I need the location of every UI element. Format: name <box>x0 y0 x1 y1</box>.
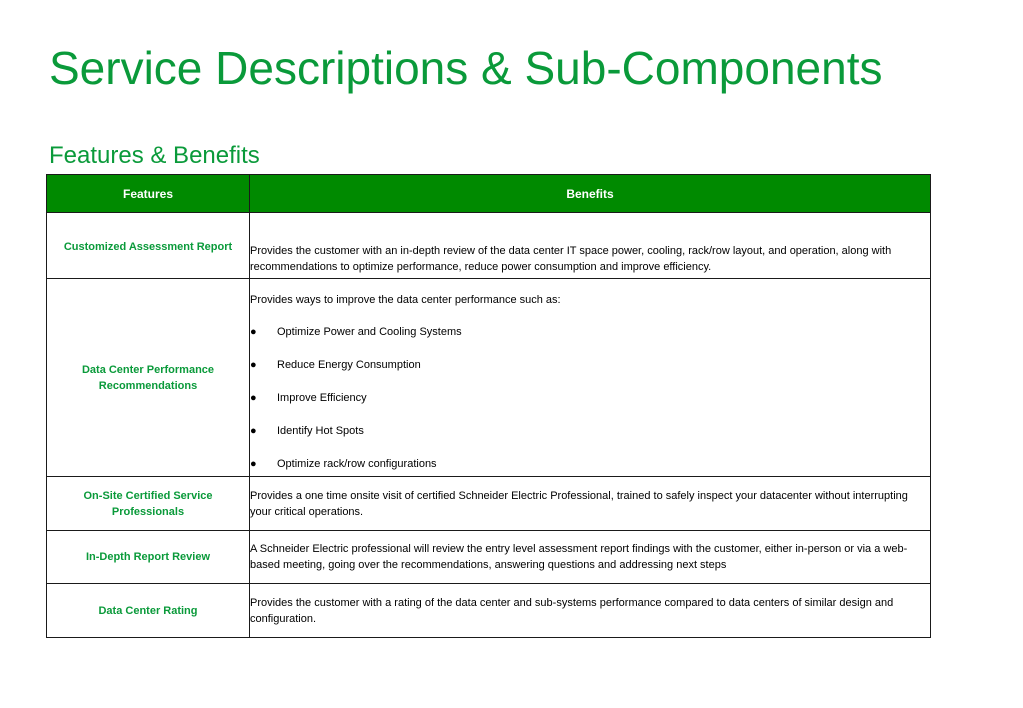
benefit-cell: Provides the customer with an in-depth review of the data center IT space power, cooling, rack/row layout, and operation, along with recommendations to optimize performance, reduce power consumption and improve efficiency. <box>250 213 931 279</box>
table-row <box>47 477 931 531</box>
table-row <box>47 279 931 477</box>
features-column-header: Features <box>47 175 250 213</box>
table-row <box>47 213 931 279</box>
list-item-text: Identify Hot Spots <box>277 425 364 437</box>
features-benefits-table <box>46 174 931 638</box>
table-row <box>47 531 931 584</box>
bullet-dot-icon: ● <box>250 392 257 404</box>
page-title: Service Descriptions & Sub-Components <box>49 42 883 94</box>
list-item-text: Improve Efficiency <box>277 392 367 404</box>
feature-cell: Customized Assessment Report <box>47 213 250 279</box>
table-row <box>47 584 931 638</box>
table-header-row <box>47 175 931 213</box>
benefit-intro: Provides ways to improve the data center performance such as: <box>250 294 561 306</box>
bullet-dot-icon: ● <box>250 458 257 470</box>
list-item-text: Reduce Energy Consumption <box>277 359 421 371</box>
benefit-cell: Provides a one time onsite visit of certified Schneider Electric Professional, trained to safely inspect your datacenter without interrupting your critical operations. <box>250 477 931 531</box>
benefit-bullet-list <box>250 324 930 472</box>
bullet-dot-icon: ● <box>250 359 257 371</box>
bullet-dot-icon: ● <box>250 425 257 437</box>
benefit-cell: Provides the customer with a rating of the data center and sub-systems performance compared to data centers of similar design and configuration. <box>250 584 931 638</box>
bullet-dot-icon: ● <box>250 326 257 338</box>
list-item <box>250 456 930 472</box>
list-item <box>250 357 930 373</box>
feature-cell: On-Site Certified Service Professionals <box>47 477 250 531</box>
list-item-text: Optimize rack/row configurations <box>277 458 437 470</box>
feature-cell: Data Center Rating <box>47 584 250 638</box>
section-subtitle: Features & Benefits <box>49 142 260 169</box>
feature-cell: Data Center Performance Recommendations <box>47 279 250 477</box>
benefit-cell: A Schneider Electric professional will review the entry level assessment report findings with the customer, either in-person or via a web-based meeting, going over the recommendations, answering questions and addressing next steps <box>250 531 931 584</box>
list-item <box>250 423 930 439</box>
list-item <box>250 324 930 340</box>
feature-cell: In-Depth Report Review <box>47 531 250 584</box>
list-item-text: Optimize Power and Cooling Systems <box>277 326 462 338</box>
benefits-column-header: Benefits <box>250 175 931 213</box>
list-item <box>250 390 930 406</box>
benefit-cell <box>250 279 931 477</box>
